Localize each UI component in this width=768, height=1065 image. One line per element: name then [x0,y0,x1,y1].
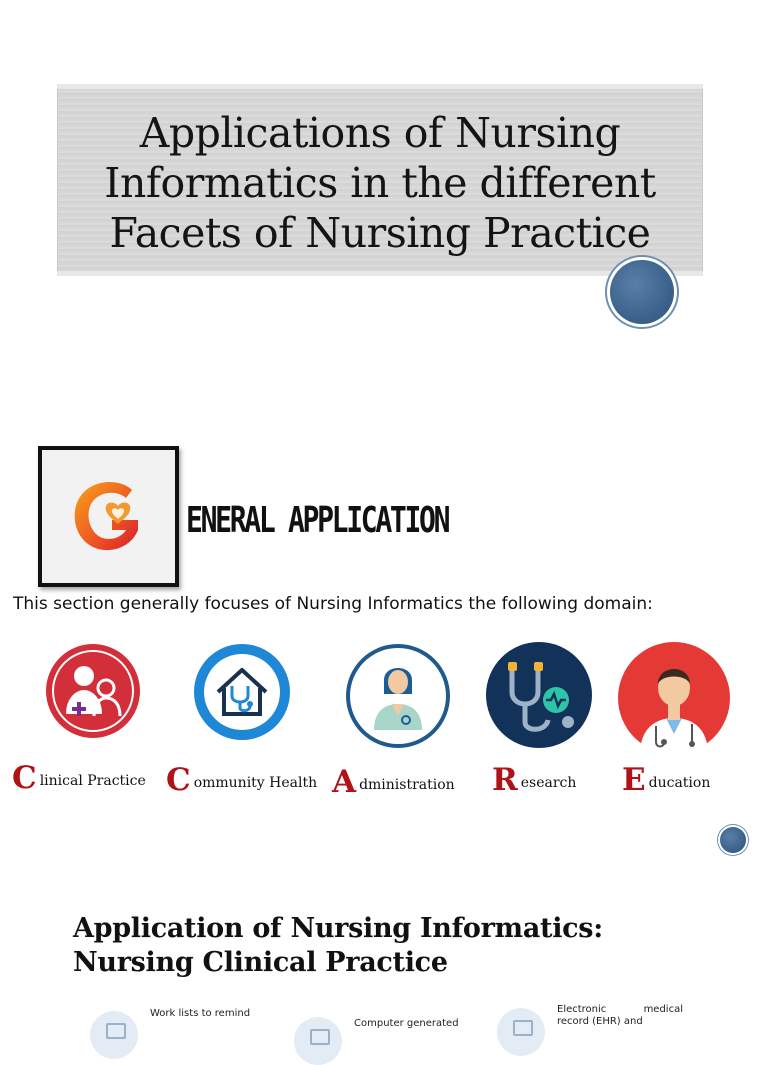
intro-text: This section generally focuses of Nursing Informatics the following domain: [13,594,653,614]
record-icon [497,1008,545,1056]
domain-label: Clinical Practice [12,760,146,796]
bullet-text: Electronic medical record (EHR) and [557,1004,683,1027]
heading-line-1: Application of Nursing Informatics: [73,913,603,944]
decorative-orb-icon [610,260,674,324]
monitor-icon [90,1011,138,1059]
logo [38,446,179,587]
domain-community-health [166,642,316,802]
domain-clinical-practice [12,642,162,802]
doctor-education-icon [618,642,730,754]
section-heading: ENERAL APPLICATION [186,500,449,541]
title-slide [0,0,768,400]
title-line-3: Facets of Nursing Practice [109,209,651,257]
domain-label: Administration [332,764,455,800]
computer-icon [294,1017,342,1065]
bullet-text: Work lists to remind [150,1008,251,1019]
clinical-practice-icon [44,642,142,740]
domain-label: Research [492,762,577,798]
domain-administration [332,642,482,802]
decorative-orb-small-icon [720,827,746,853]
bullet-text: Computer generated [354,1018,459,1029]
title-line-2: Informatics in the different [104,159,656,207]
domain-label: Community Health [166,762,318,798]
heading-line-2: Nursing Clinical Practice [73,947,448,978]
research-stethoscope-icon [486,642,592,748]
g-heart-logo-icon [68,476,148,556]
title-banner [57,84,703,276]
domain-label: Education [622,762,711,798]
slide-title [57,108,703,258]
clinical-practice-heading [73,912,603,980]
domain-research [486,642,636,802]
administration-icon [344,642,452,750]
title-line-1: Applications of Nursing [139,109,621,157]
domain-education [618,642,768,802]
community-health-icon [192,642,292,742]
